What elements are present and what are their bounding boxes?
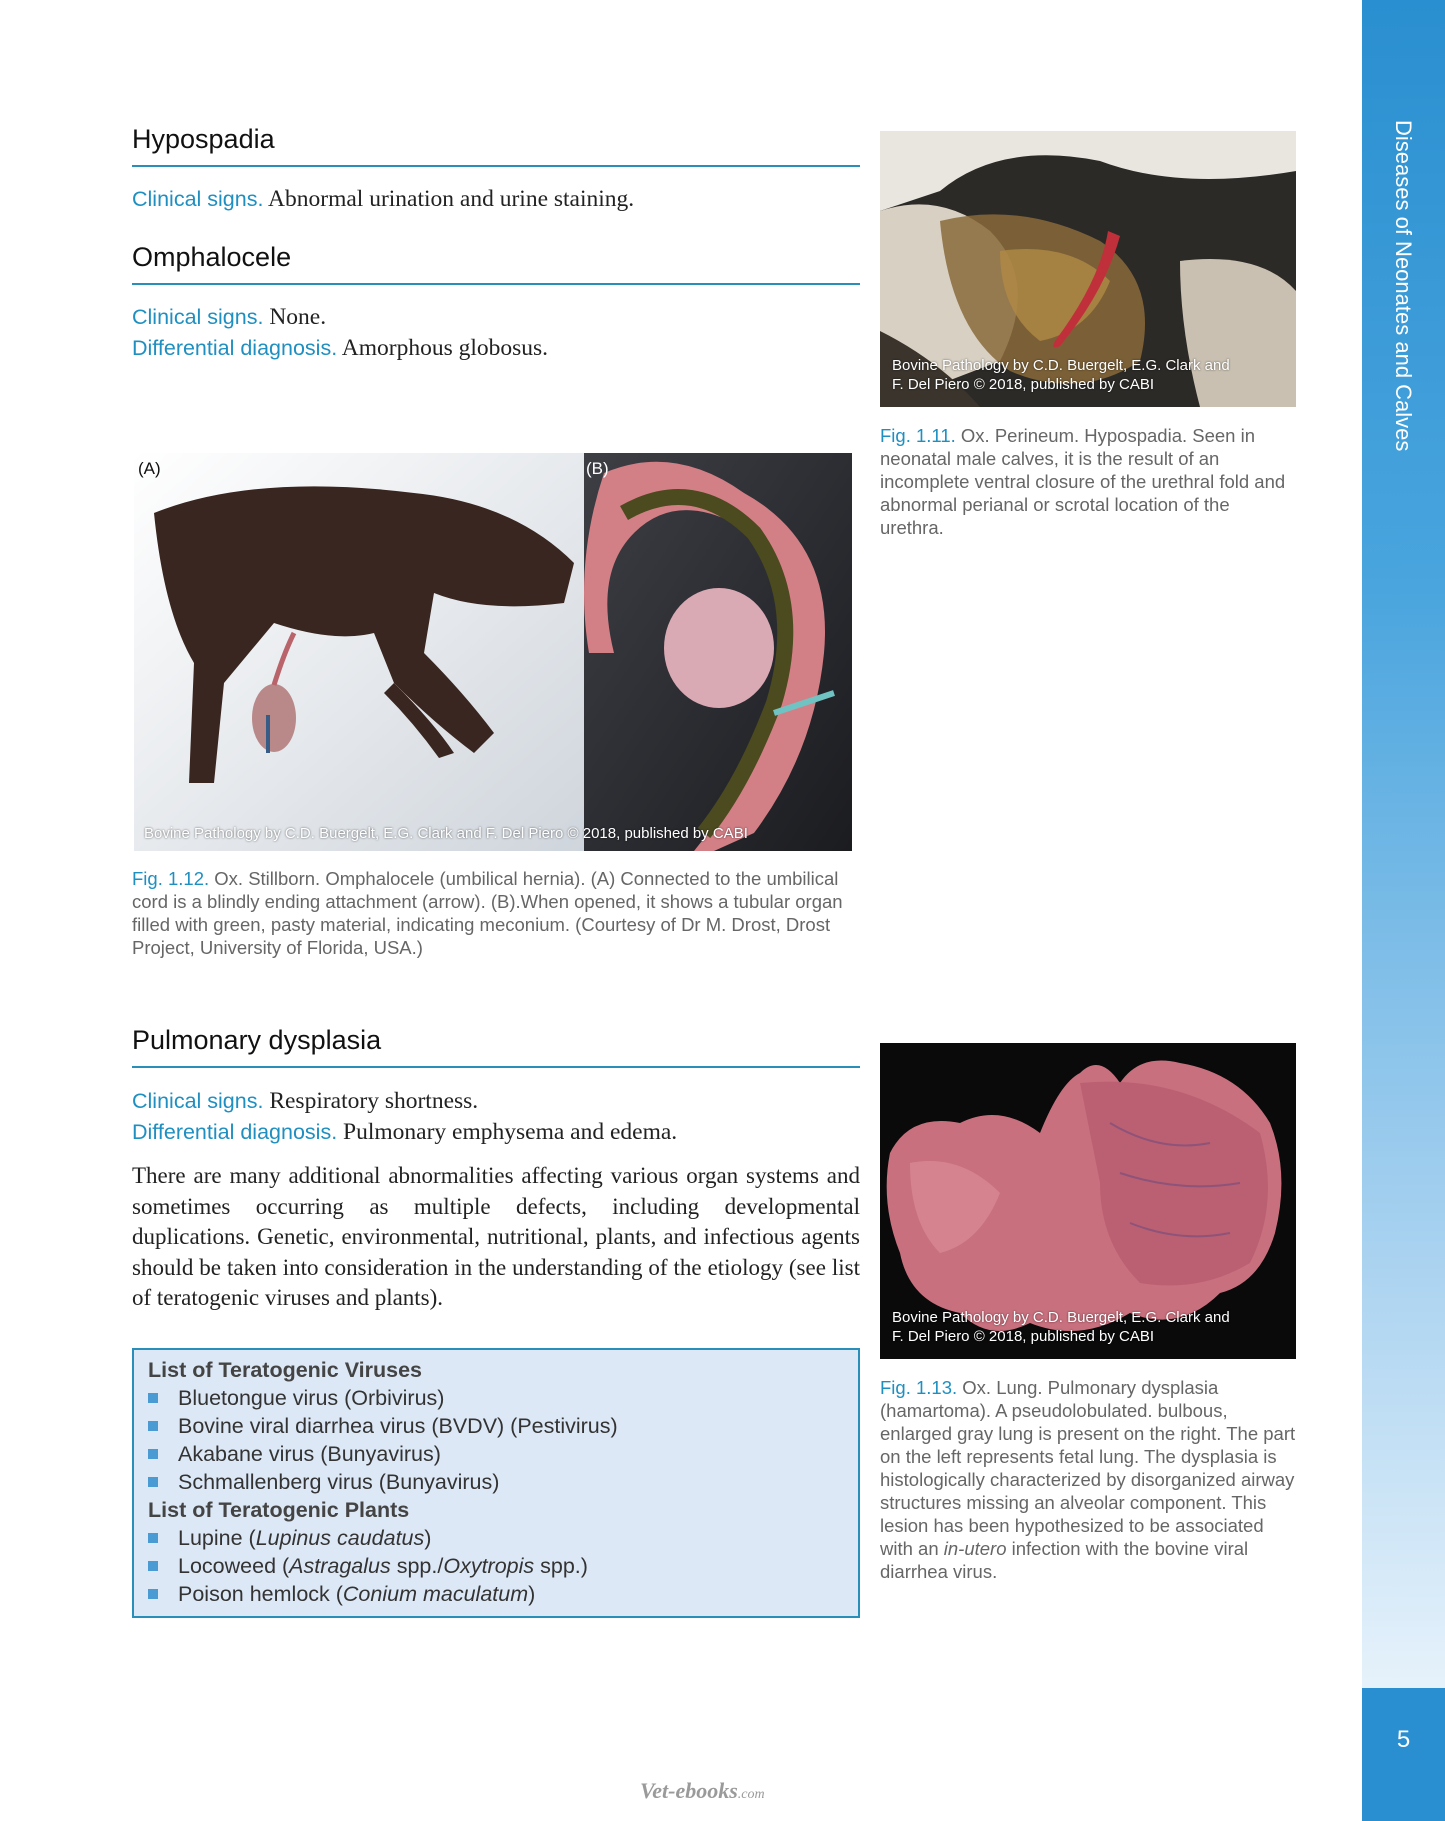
caption-text: Ox. Lung. Pulmonary dysplasia (hamartoma). A pseudolobulated. bulbous, enlarged gray lung is present on the right. The part on the left represents fetal lung. The dysplasia is histologically characterized by disorganized airway structures missing an alveolar component. This lesion has been hypothesized to be associated with an: [880, 1377, 1296, 1559]
fig-1-11-caption: [880, 424, 1296, 539]
plant-list-item: Lupine (Lupinus caudatus): [148, 1526, 431, 1551]
virus-name: Akabane virus (Bunyavirus): [178, 1442, 441, 1466]
watermark-logo: Vet-ebooks.com: [640, 1778, 765, 1803]
virus-list-item: [148, 1442, 441, 1467]
photo-credit: [892, 1308, 1230, 1346]
page-number: 5: [1396, 1726, 1411, 1753]
virus-name: Schmallenberg virus (Bunyavirus): [178, 1470, 500, 1494]
bullet-icon: [148, 1421, 158, 1431]
caption-italic-term: in-utero: [943, 1538, 1007, 1559]
differential-diagnosis-label: Differential diagnosis.: [132, 336, 338, 360]
bullet-icon: [148, 1561, 158, 1571]
photo-credit-line-2: F. Del Piero © 2018, published by CABI: [892, 376, 1155, 393]
bullet-icon: [148, 1393, 158, 1403]
virus-name: Bluetongue virus (Orbivirus): [178, 1386, 445, 1410]
pulmonary-clinical-signs: [132, 1086, 860, 1117]
clinical-signs-text: Abnormal urination and urine staining.: [268, 186, 635, 212]
figure-number: Fig. 1.13.: [880, 1377, 958, 1398]
photo-credit-line-2: F. Del Piero © 2018, published by CABI: [892, 1328, 1155, 1345]
clinical-signs-label: Clinical signs.: [132, 1089, 264, 1113]
clinical-signs-text: Respiratory shortness.: [269, 1088, 479, 1114]
pulmonary-body-paragraph: There are many additional abnormalities affecting various organ systems and sometimes occurring as multiple defects, including developmental duplications. Genetic, environmental, nutritional, plants, and infectious agents should be taken into consideration in the understanding of the etiology (see list of teratogenic viruses and plants).: [132, 1163, 860, 1310]
teratogen-list-box: [132, 1348, 860, 1618]
clinical-signs-text: None.: [269, 304, 327, 330]
differential-diagnosis-text: Pulmonary emphysema and edema.: [343, 1119, 678, 1145]
bullet-icon: [148, 1449, 158, 1459]
section-heading-pulmonary-dysplasia: Pulmonary dysplasia: [132, 1025, 860, 1068]
plant-list-item: Poison hemlock (Conium maculatum): [148, 1582, 535, 1607]
hypospadia-clinical-signs: [132, 184, 860, 215]
omphalocele-clinical-signs: [132, 302, 860, 333]
plant-list-item: Locoweed (Astragalus spp./Oxytropis spp.): [148, 1554, 588, 1579]
caption-text-end: infection with the bovine viral diarrhea virus.: [880, 1538, 1249, 1582]
photo-credit: Bovine Pathology by C.D. Buergelt, E.G. Clark and F. Del Piero © 2018, published by CABI: [144, 825, 748, 842]
bullet-icon: [148, 1589, 158, 1599]
panel-label-b: (B): [586, 459, 609, 478]
bullet-icon: [148, 1477, 158, 1487]
panel-label-a: (A): [138, 459, 161, 478]
virus-list-item: [148, 1470, 499, 1495]
virus-list-item: [148, 1386, 444, 1411]
clinical-signs-label: Clinical signs.: [132, 187, 264, 211]
figure-number: Fig. 1.12.: [132, 868, 210, 889]
section-heading-hypospadia: Hypospadia: [132, 124, 860, 167]
virus-list-item: [148, 1414, 618, 1439]
bullet-icon: [148, 1533, 158, 1543]
photo-credit-line-1: Bovine Pathology by C.D. Buergelt, E.G. Clark and: [892, 1309, 1230, 1326]
differential-diagnosis-label: Differential diagnosis.: [132, 1120, 338, 1144]
fig-1-12-caption: [132, 867, 856, 959]
caption-text: Ox. Perineum. Hypospadia. Seen in neonatal male calves, it is the result of an incomplete ventral closure of the urethral fold and abnormal perianal or scrotal location of the urethra.: [880, 425, 1286, 538]
fig-1-11-photo: [880, 131, 1296, 407]
pulmonary-differential-diagnosis: [132, 1117, 860, 1148]
fig-1-13-photo: [880, 1043, 1296, 1359]
fig-1-13-caption: [880, 1376, 1300, 1583]
omphalocele-differential-diagnosis: [132, 333, 860, 364]
clinical-signs-label: Clinical signs.: [132, 305, 264, 329]
chapter-title-vertical: [1362, 120, 1445, 600]
figure-number: Fig. 1.11.: [880, 425, 956, 446]
photo-credit-line-1: Bovine Pathology by C.D. Buergelt, E.G. Clark and: [892, 357, 1230, 374]
omphalocele-photo-illustration: [134, 453, 852, 851]
chapter-title-text: Diseases of Neonates and Calves: [1391, 120, 1416, 452]
caption-text: Ox. Stillborn. Omphalocele (umbilical hernia). (A) Connected to the umbilical cord is a blindly ending attachment (arrow). (B).When opened, it shows a tubular organ filled with green, pasty material, indicating meconium. (Courtesy of Dr M. Drost, Drost Project, University of Florida, USA.): [132, 868, 843, 958]
page-number-box: [1362, 1688, 1445, 1821]
teratogenic-plants-heading: List of Teratogenic Plants: [148, 1498, 410, 1522]
fig-1-12-photo: [134, 453, 852, 851]
virus-name: Bovine viral diarrhea virus (BVDV) (Pestivirus): [178, 1414, 618, 1438]
differential-diagnosis-text: Amorphous globosus.: [341, 335, 549, 361]
photo-credit: [892, 356, 1230, 394]
section-heading-omphalocele: Omphalocele: [132, 242, 860, 285]
teratogenic-viruses-heading: List of Teratogenic Viruses: [148, 1358, 422, 1382]
